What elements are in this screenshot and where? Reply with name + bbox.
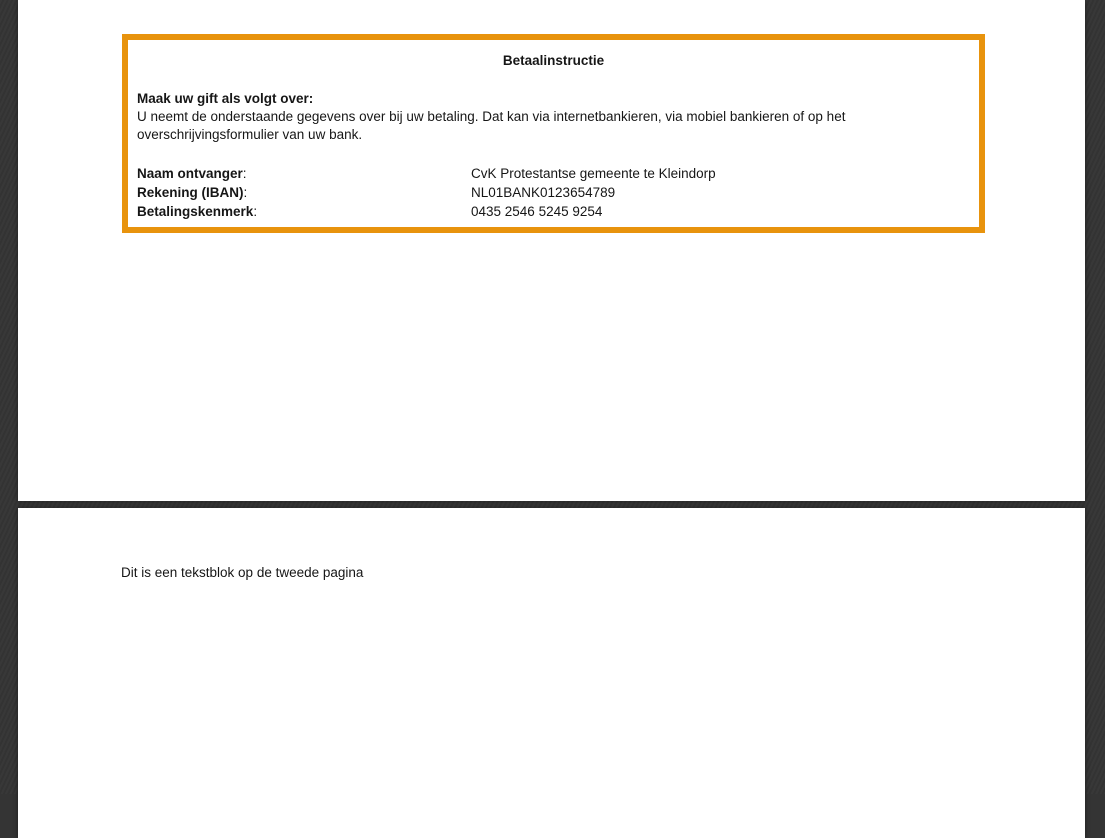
payment-intro-body: U neemt de onderstaande gegevens over bij uw betaling. Dat kan via internetbankieren, via mobiel bankieren of op het overschrijvingsformulier van uw bank. (137, 109, 846, 142)
payment-detail-row-recipient (137, 164, 970, 183)
detail-label-cell (137, 183, 471, 202)
detail-label-cell (137, 164, 471, 183)
detail-label-iban: Rekening (IBAN) (137, 185, 244, 200)
detail-label-cell (137, 202, 471, 221)
detail-separator: : (243, 185, 248, 200)
detail-separator: : (253, 204, 258, 219)
payment-details-list (137, 164, 970, 221)
payment-box-title: Betaalinstructie (502, 53, 605, 68)
detail-label-recipient: Naam ontvanger (137, 166, 243, 181)
payment-intro-heading: Maak uw gift als volgt over: (137, 91, 314, 106)
document-page-1 (18, 0, 1085, 501)
payment-detail-row-iban (137, 183, 970, 202)
detail-value-recipient: CvK Protestantse gemeente te Kleindorp (471, 166, 716, 181)
detail-label-reference: Betalingskenmerk (137, 204, 254, 219)
detail-value-reference: 0435 2546 5245 9254 (471, 204, 603, 219)
payment-detail-row-reference (137, 202, 970, 221)
payment-instruction-box (122, 34, 985, 233)
detail-value-iban: NL01BANK0123654789 (471, 185, 616, 200)
detail-separator: : (242, 166, 247, 181)
document-page-2 (18, 508, 1085, 838)
page2-text-block: Dit is een tekstblok op de tweede pagina (121, 565, 364, 580)
